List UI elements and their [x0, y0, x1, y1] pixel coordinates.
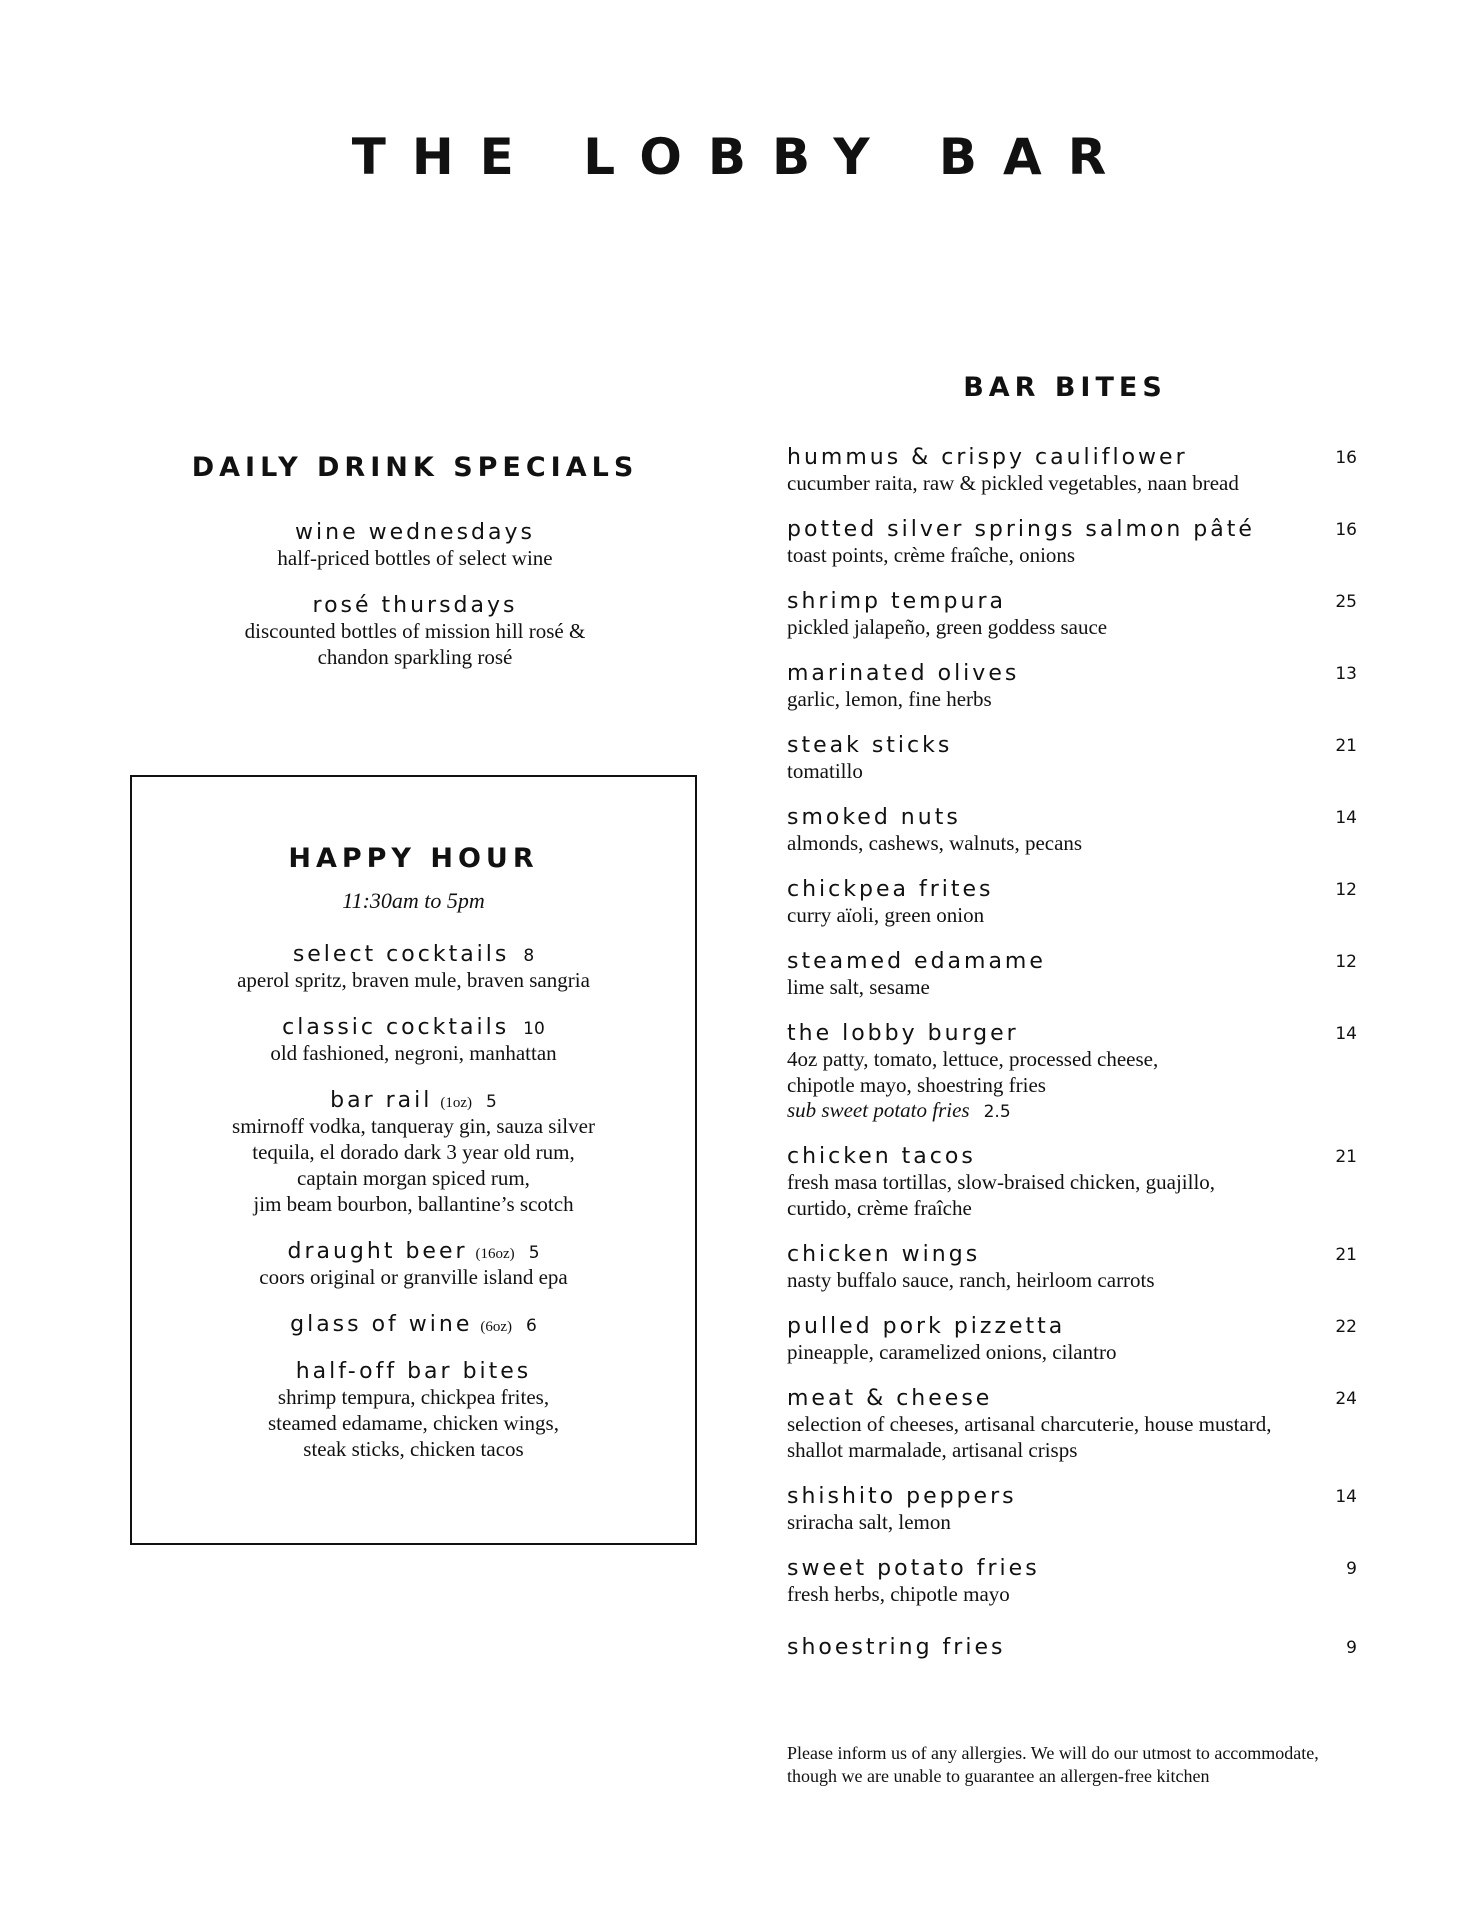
happy-hour-item-price: 10 [523, 1019, 545, 1039]
bar-bite-desc: pickled jalapeño, green goddess sauce [787, 615, 1108, 639]
bar-bite-desc: tomatillo [787, 759, 863, 783]
happy-hour-item [132, 1239, 695, 1290]
happy-hour-item-desc: steamed edamame, chicken wings, [268, 1411, 559, 1435]
bar-bite-desc: fresh herbs, chipotle mayo [787, 1582, 1010, 1606]
allergy-note-line: though we are unable to guarantee an allergen-free kitchen [787, 1766, 1210, 1786]
bar-bite-item [787, 517, 1357, 568]
happy-hour-item-header [132, 1312, 695, 1337]
bar-bite-price: 21 [1335, 1147, 1357, 1167]
happy-hour-item-desc: coors original or granville island epa [259, 1265, 568, 1289]
bar-bite-price: 9 [1346, 1638, 1357, 1658]
happy-hour-item-desc: tequila, el dorado dark 3 year old rum, [252, 1140, 575, 1164]
bar-bite-item [787, 661, 1357, 712]
bar-bite-name: steamed edamame [787, 949, 1046, 974]
bar-bite-sub-text: sub sweet potato fries [787, 1098, 970, 1122]
bar-bite-desc: 4oz patty, tomato, lettuce, processed cheese, [787, 1047, 1159, 1071]
bar-bite-item [787, 1386, 1357, 1463]
special-name: rosé thursdays [312, 593, 518, 618]
special-name: wine wednesdays [295, 520, 535, 545]
happy-hour-item-name: half-off bar bites [295, 1359, 532, 1384]
bar-bite-price: 16 [1335, 448, 1357, 468]
bar-bite-name: potted silver springs salmon pâté [787, 517, 1255, 542]
bar-bite-name: shrimp tempura [787, 589, 1006, 614]
bar-bite-desc: fresh masa tortillas, slow-braised chicken, guajillo, [787, 1170, 1216, 1194]
bar-bite-item [787, 949, 1357, 1000]
bar-bite-desc: lime salt, sesame [787, 975, 930, 999]
bar-bite-desc: garlic, lemon, fine herbs [787, 687, 992, 711]
bar-bites-list [787, 445, 1357, 1681]
bar-bite-item [787, 589, 1357, 640]
special-desc: half-priced bottles of select wine [277, 546, 553, 570]
bar-bite-price: 21 [1335, 736, 1357, 756]
happy-hour-box [130, 775, 697, 1545]
bar-bite-sub [787, 1098, 1357, 1123]
bar-bite-desc: selection of cheeses, artisanal charcuterie, house mustard, [787, 1412, 1272, 1436]
bar-bite-item [787, 1021, 1357, 1123]
bar-bites-heading: BAR BITES [963, 372, 1167, 403]
allergy-note [787, 1742, 1357, 1788]
happy-hour-item-header [132, 942, 695, 967]
happy-hour-item [132, 1088, 695, 1217]
happy-hour-item-header [132, 1088, 695, 1113]
special-desc-line2: chandon sparkling rosé [317, 645, 513, 669]
bar-bite-desc: cucumber raita, raw & pickled vegetables, naan bread [787, 471, 1239, 495]
bar-bite-name: steak sticks [787, 733, 953, 758]
bar-bite-price: 25 [1335, 592, 1357, 612]
bar-bite-name: pulled pork pizzetta [787, 1314, 1066, 1339]
happy-hour-item [132, 942, 695, 993]
bar-bite-price: 12 [1335, 952, 1357, 972]
bar-bite-name: marinated olives [787, 661, 1020, 686]
bar-bite-item [787, 733, 1357, 784]
bar-bite-name: chicken wings [787, 1242, 981, 1267]
happy-hour-item-price: 8 [523, 946, 535, 966]
specials-heading: DAILY DRINK SPECIALS [191, 452, 639, 483]
bar-bite-name: sweet potato fries [787, 1556, 1040, 1581]
bar-bite-item [787, 1242, 1357, 1293]
special-item [130, 520, 700, 571]
menu-title: THE LOBBY BAR [351, 128, 1133, 186]
bar-bite-item [787, 1144, 1357, 1221]
bar-bite-desc: shallot marmalade, artisanal crisps [787, 1438, 1078, 1462]
happy-hour-item-name: classic cocktails [282, 1015, 510, 1040]
happy-hour-heading: HAPPY HOUR [288, 843, 539, 874]
bar-bite-name: chicken tacos [787, 1144, 976, 1169]
bar-bite-sub-price: 2.5 [983, 1102, 1011, 1122]
bar-bite-price: 16 [1335, 520, 1357, 540]
bar-bite-name: shoestring fries [787, 1635, 1006, 1660]
bar-bite-name: shishito peppers [787, 1484, 1017, 1509]
happy-hour-list [132, 942, 695, 1462]
happy-hour-item-size: (6oz) [480, 1319, 513, 1335]
bar-bite-name: chickpea frites [787, 877, 994, 902]
happy-hour-item-desc: steak sticks, chicken tacos [303, 1437, 524, 1461]
happy-hour-item-desc: smirnoff vodka, tanqueray gin, sauza silver [232, 1114, 595, 1138]
bar-bite-price: 9 [1346, 1559, 1357, 1579]
bar-bite-price: 24 [1335, 1389, 1357, 1409]
happy-hour-item-name: select cocktails [292, 942, 510, 967]
happy-hour-item-desc: jim beam bourbon, ballantine’s scotch [253, 1192, 574, 1216]
happy-hour-item-desc: shrimp tempura, chickpea frites, [277, 1385, 550, 1409]
bar-bite-price: 13 [1335, 664, 1357, 684]
happy-hour-item-name: glass of wine [290, 1312, 473, 1337]
bar-bite-item [787, 877, 1357, 928]
bar-bite-price: 12 [1335, 880, 1357, 900]
specials-list [130, 520, 700, 692]
happy-hour-item-desc: old fashioned, negroni, manhattan [270, 1041, 557, 1065]
bar-bite-price: 14 [1335, 1487, 1357, 1507]
happy-hour-item-price: 5 [528, 1243, 540, 1263]
happy-hour-item-header [132, 1015, 695, 1040]
allergy-note-line: Please inform us of any allergies. We will do our utmost to accommodate, [787, 1743, 1319, 1763]
happy-hour-item-size: (16oz) [475, 1246, 515, 1262]
happy-hour-item-header [132, 1239, 695, 1264]
bar-bite-desc: pineapple, caramelized onions, cilantro [787, 1340, 1117, 1364]
happy-hour-item-name: bar rail [330, 1088, 433, 1113]
happy-hour-item-price: 6 [526, 1316, 537, 1336]
happy-hour-item-name: draught beer [287, 1239, 468, 1264]
bar-bite-price: 22 [1335, 1317, 1357, 1337]
happy-hour-item-header [132, 1359, 695, 1384]
bar-bite-price: 14 [1335, 1024, 1357, 1044]
bar-bite-name: meat & cheese [787, 1386, 993, 1411]
bar-bite-item [787, 1556, 1357, 1607]
bar-bite-item [787, 445, 1357, 496]
happy-hour-item [132, 1359, 695, 1462]
bar-bite-desc: sriracha salt, lemon [787, 1510, 951, 1534]
special-item [130, 593, 700, 670]
happy-hour-item-desc: aperol spritz, braven mule, braven sangria [237, 968, 590, 992]
bar-bite-name: hummus & crispy cauliflower [787, 445, 1188, 470]
bar-bite-name: the lobby burger [787, 1021, 1019, 1046]
happy-hour-item [132, 1015, 695, 1066]
bar-bite-desc: curtido, crème fraîche [787, 1196, 972, 1220]
bar-bite-desc: almonds, cashews, walnuts, pecans [787, 831, 1083, 855]
bar-bite-price: 21 [1335, 1245, 1357, 1265]
bar-bite-item [787, 1635, 1357, 1660]
happy-hour-item-desc: captain morgan spiced rum, [297, 1166, 530, 1190]
bar-bite-name: smoked nuts [787, 805, 961, 830]
happy-hour-item-price: 5 [486, 1092, 497, 1112]
happy-hour-item-size: (1oz) [440, 1095, 473, 1111]
bar-bite-price: 14 [1335, 808, 1357, 828]
bar-bite-item [787, 1314, 1357, 1365]
special-desc: discounted bottles of mission hill rosé & [244, 619, 586, 643]
bar-bite-desc: nasty buffalo sauce, ranch, heirloom carrots [787, 1268, 1155, 1292]
happy-hour-item [132, 1312, 695, 1337]
bar-bite-desc: chipotle mayo, shoestring fries [787, 1073, 1046, 1097]
bar-bite-item [787, 805, 1357, 856]
bar-bite-item [787, 1484, 1357, 1535]
happy-hour-times: 11:30am to 5pm [342, 888, 485, 913]
bar-bite-desc: curry aïoli, green onion [787, 903, 985, 927]
bar-bite-desc: toast points, crème fraîche, onions [787, 543, 1076, 567]
